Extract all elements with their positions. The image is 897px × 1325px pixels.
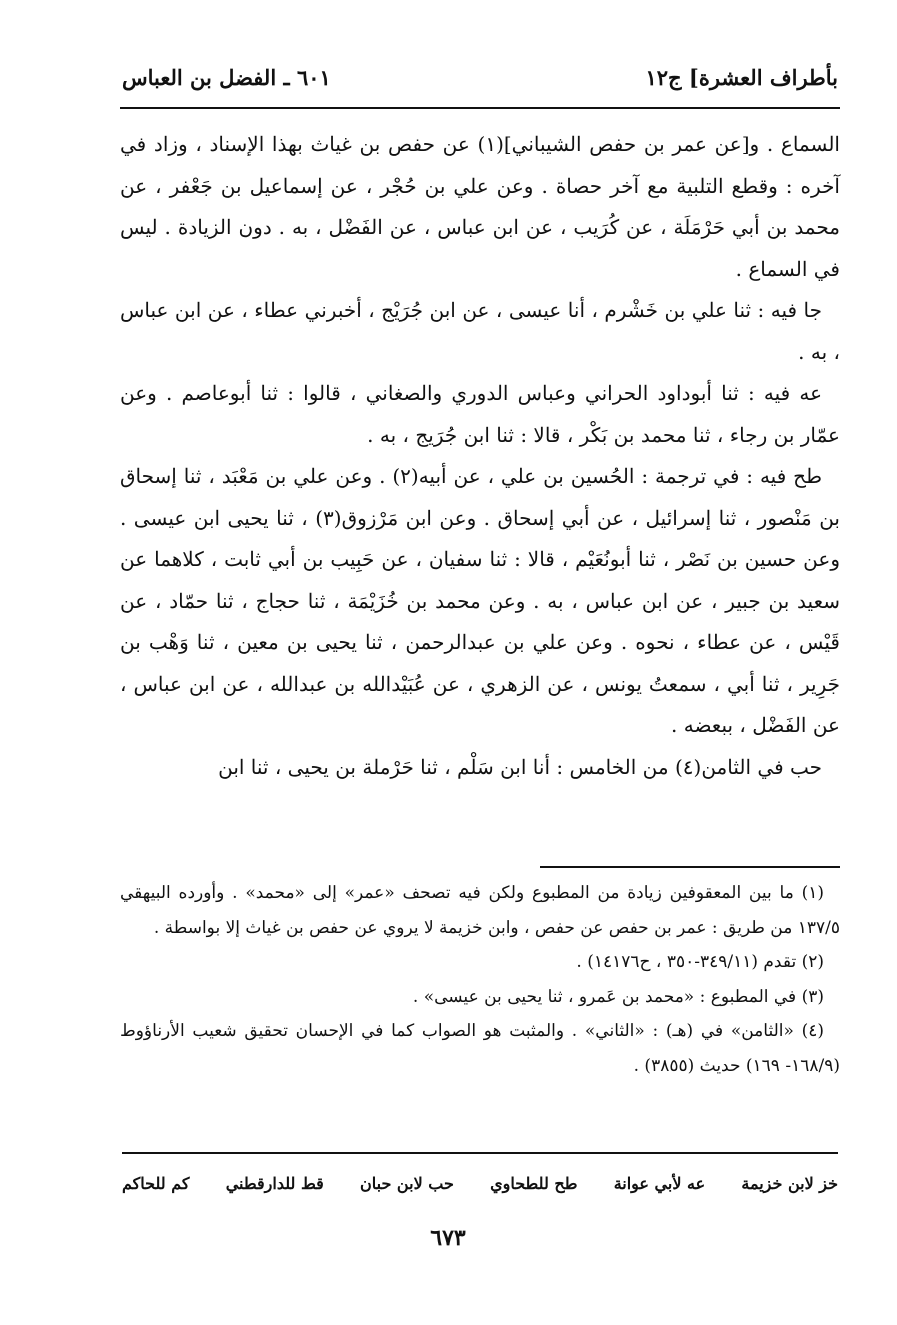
paragraph: جا فيه : ثنا علي بن خَشْرم ، أنا عيسى ، عن ابن جُرَيْج ، أخبرني عطاء ، عن ابن عباس ، به .	[120, 298, 840, 364]
paragraph: السماع . و[عن عمر بن حفص الشيباني](١) عن حفص بن غياث بهذا الإسناد ، وزاد في آخره : وقطع التلبية مع آخر حصاة . وعن علي بن حُجْر ، عن إسماعيل بن جَعْفر ، عن محمد بن أبي حَرْمَلَة ، عن كُرَيب ، عن ابن عباس ، عن الفَضْل ، به . دون الزيادة . ليس في السماع .	[120, 132, 840, 281]
abbreviation-key	[122, 1166, 838, 1200]
abbreviation: خز لابن خزيمة	[741, 1173, 838, 1193]
footnote: (٣) في المطبوع : «محمد بن عَمرو ، ثنا يحيى بن عيسى» .	[412, 986, 824, 1007]
book-title: بأطراف العشرة] ج١٢	[645, 64, 838, 90]
section-title: ٦٠١ ـ الفضل بن العباس	[122, 64, 331, 90]
footnote: (١) ما بين المعقوفين زيادة من المطبوع ولكن فيه تصحف «عمر» إلى «محمد» . وأورده البيهقي ١٣٧/٥ من طريق : عمر بن حفص عن حفص ، وابن خزيمة لا يروي عن حفص بن غياث إلا بواسطة .	[120, 883, 840, 938]
abbreviation: طح للطحاوي	[490, 1173, 578, 1193]
abbreviation: كم للحاكم	[122, 1173, 190, 1193]
abbreviation: حب لابن حبان	[360, 1173, 454, 1193]
abbreviation: قط للدارقطني	[225, 1173, 324, 1193]
main-text	[120, 124, 840, 788]
footnote-separator	[540, 866, 840, 868]
page-number: ٦٧٣	[430, 1225, 466, 1251]
footnote: (٤) «الثامن» في (هـ) : «الثاني» . والمثبت هو الصواب كما في الإحسان تحقيق شعيب الأرناؤوط (١٦٨/٩- ١٦٩) حديث (٣٨٥٥) .	[120, 1021, 840, 1076]
paragraph: حب في الثامن(٤) من الخامس : أنا ابن سَلْم ، ثنا حَرْملة بن يحيى ، ثنا ابن	[218, 754, 822, 779]
abbreviation: عه لأبي عوانة	[613, 1173, 706, 1193]
paragraph: عه فيه : ثنا أبوداود الحراني وعباس الدوري والصغاني ، قالوا : ثنا أبوعاصم . وعن عمّار بن رجاء ، ثنا محمد بن بَكْر ، قالا : ثنا ابن جُرَيج ، به .	[120, 381, 840, 447]
footnotes	[120, 876, 840, 1083]
page-header	[122, 58, 838, 96]
paragraph: طح فيه : في ترجمة : الحُسين بن علي ، عن أبيه(٢) . وعن علي بن مَعْبَد ، ثنا إسحاق بن مَنْصور ، ثنا إسرائيل ، عن أبي إسحاق . وعن ابن مَرْزوق(٣) ، ثنا يحيى ابن عيسى . وعن حسين بن نَصْر ، ثنا أبونُعَيْم ، قالا : ثنا سفيان ، عن حَبِيب بن أبي ثابت ، كلاهما عن سعيد بن جبير ، عن ابن عباس ، به . وعن محمد بن خُزَيْمَة ، ثنا حجاج ، ثنا حمّاد ، عن قَيْس ، عن عطاء ، نحوه . وعن علي بن عبدالرحمن ، ثنا يحيى بن معين ، ثنا وَهْب بن جَرِير ، ثنا أبي ، سمعتُ يونس ، عن الزهري ، عن عُبَيْدالله بن عبدالله ، عن ابن عباس ، عن الفَضْل ، ببعضه .	[120, 464, 841, 737]
footnote: (٢) تقدم (٣٤٩/١١-٣٥٠ ، ح١٤١٧٦) .	[576, 952, 824, 972]
footer-rule	[122, 1152, 838, 1154]
header-rule	[120, 107, 840, 109]
